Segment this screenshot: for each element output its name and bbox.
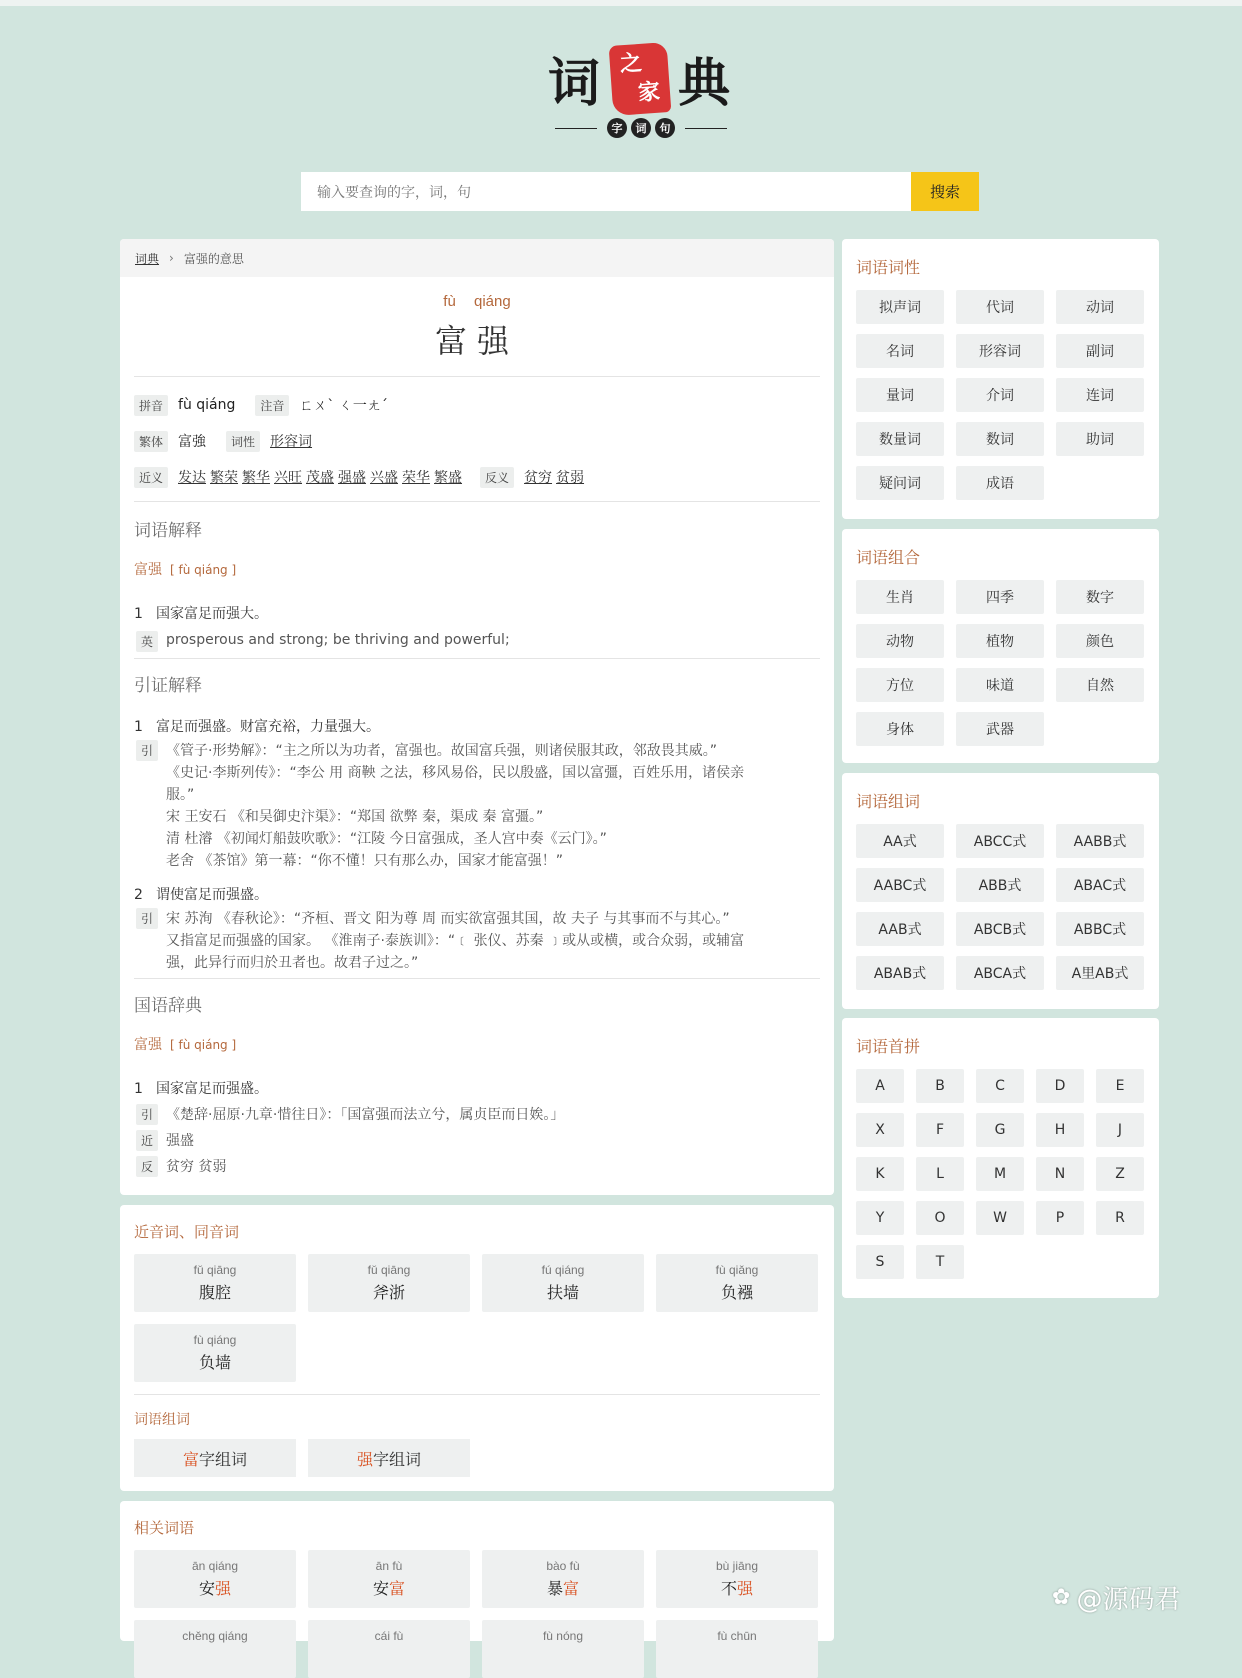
- combo-char: 强: [356, 1449, 373, 1469]
- citation-line: 老舍 《茶馆》第一幕：“你不懂！只有那么办，国家才能富强！”: [166, 853, 563, 869]
- watermark: [1052, 1579, 1180, 1616]
- initial-chip[interactable]: E: [1096, 1069, 1144, 1103]
- guoyu-def: [120, 1054, 834, 1098]
- char-combo-button[interactable]: [308, 1439, 470, 1477]
- homophone-pinyin: fù qiǎng: [715, 1263, 759, 1277]
- guoyu-word-pinyin: [ fù qiáng ]: [170, 1038, 237, 1052]
- def-number: 1: [134, 719, 143, 735]
- initial-chip[interactable]: X: [856, 1113, 904, 1147]
- pattern-chip[interactable]: ABCB式: [956, 912, 1044, 946]
- def-text: 国家富足而强大。: [156, 606, 268, 622]
- related-pinyin: ān qiáng: [191, 1559, 239, 1573]
- def-number: 1: [134, 606, 143, 622]
- related-pinyin: cái fù: [374, 1629, 404, 1643]
- homophone-pinyin: fù qiáng: [193, 1333, 237, 1347]
- explain-word-text: 富强: [134, 562, 162, 578]
- paw-icon: ✿: [1052, 1585, 1071, 1610]
- initial-chip[interactable]: Y: [856, 1201, 904, 1235]
- traditional-value: 富強: [178, 434, 207, 450]
- pattern-chip[interactable]: ABCA式: [956, 956, 1044, 990]
- guoyu-word-text: 富强: [134, 1037, 162, 1053]
- logo-char-left: 词: [548, 53, 601, 114]
- initial-chip[interactable]: T: [916, 1245, 964, 1279]
- sidebar-pattern-grid: [842, 824, 1159, 990]
- pos-chip[interactable]: 形容词: [956, 334, 1044, 368]
- pos-chip[interactable]: 副词: [1056, 334, 1144, 368]
- pattern-chip[interactable]: AAB式: [856, 912, 944, 946]
- related-item[interactable]: [308, 1620, 470, 1678]
- sidebar-pattern-title: 词语组词: [856, 792, 921, 811]
- citation-line: 宋 苏洵 《春秋论》：“齐桓、晋文 阳为尊 周 而实欲富强其国，故 夫子 与其事而不与其心。”: [166, 911, 730, 927]
- guoyu-cite-text: 《楚辞·屈原·九章·惜往日》：「国富强而法立兮，属贞臣而日娭。」: [166, 1107, 565, 1123]
- logo-sub-char: 词: [631, 118, 651, 138]
- antonym-label: 反义: [480, 467, 514, 488]
- homophone-word: 扶墙: [546, 1283, 579, 1302]
- initial-chip[interactable]: N: [1036, 1157, 1084, 1191]
- citation-tag: 引: [136, 1104, 158, 1125]
- combo-chip[interactable]: 植物: [956, 624, 1044, 658]
- logo-sub-char: 字: [607, 118, 627, 138]
- breadcrumb: [120, 239, 834, 277]
- homophone-item[interactable]: [134, 1254, 296, 1312]
- logo-sub-char: 句: [655, 118, 675, 138]
- pos-link[interactable]: 形容词: [270, 434, 313, 450]
- related-pinyin: chěng qiáng: [182, 1629, 248, 1643]
- combo-chip[interactable]: 方位: [856, 668, 944, 702]
- guoyu-near: [120, 1126, 834, 1152]
- near-tag: 近: [136, 1130, 158, 1151]
- combo-chip[interactable]: 颜色: [1056, 624, 1144, 658]
- combo-chip[interactable]: 数字: [1056, 580, 1144, 614]
- pattern-chip[interactable]: ABAB式: [856, 956, 944, 990]
- guoyu-anti-text: 贫穷 贫弱: [166, 1159, 227, 1175]
- pos-chip[interactable]: 代词: [956, 290, 1044, 324]
- chevron-right-icon: ›: [169, 251, 174, 265]
- initial-chip[interactable]: M: [976, 1157, 1024, 1191]
- pattern-chip[interactable]: AA式: [856, 824, 944, 858]
- pos-label: 词性: [226, 431, 260, 452]
- explain-word: [120, 541, 834, 579]
- pos-chip[interactable]: 连词: [1056, 378, 1144, 412]
- pos-chip[interactable]: 动词: [1056, 290, 1144, 324]
- word-pinyin: [120, 277, 834, 310]
- breadcrumb-home-link[interactable]: 词典: [135, 251, 160, 266]
- related-char: 安: [372, 1579, 389, 1598]
- related-item[interactable]: [134, 1620, 296, 1678]
- initial-chip[interactable]: D: [1036, 1069, 1084, 1103]
- pos-chip[interactable]: 名词: [856, 334, 944, 368]
- char-combo-title: 词语组词: [134, 1412, 190, 1428]
- logo-subtitle: [548, 116, 734, 140]
- initial-chip[interactable]: R: [1096, 1201, 1144, 1235]
- initial-chip[interactable]: O: [916, 1201, 964, 1235]
- synonym-link[interactable]: 繁荣: [210, 470, 239, 486]
- related-highlight: 富: [389, 1579, 406, 1598]
- synonym-label: 近义: [134, 467, 168, 488]
- pos-chip[interactable]: 数词: [956, 422, 1044, 456]
- homophone-item[interactable]: [308, 1254, 470, 1312]
- word-pinyin-syllable: fù: [443, 293, 456, 310]
- initial-chip[interactable]: L: [916, 1157, 964, 1191]
- related-grid: [120, 1550, 834, 1678]
- explain-english: [120, 623, 834, 652]
- pinyin-value: fù qiáng: [178, 397, 236, 413]
- explain-word-pinyin: [ fù qiáng ]: [170, 563, 237, 577]
- pinyin-label: 拼音: [134, 395, 168, 416]
- synonym-link[interactable]: 兴旺: [274, 470, 303, 486]
- citation-tag: 引: [136, 740, 158, 761]
- explain-title: 词语解释: [134, 521, 202, 541]
- homophone-word: 负襁: [720, 1283, 753, 1302]
- citation-line: 《管子·形势解》：“主之所以为功者，富强也。故国富兵强，则诸侯服其政，邻敌畏其威。”: [166, 743, 717, 759]
- synonym-link[interactable]: 茂盛: [306, 470, 335, 486]
- guoyu-cite: [120, 1098, 834, 1126]
- synonym-link[interactable]: 荣华: [402, 470, 431, 486]
- citation-line: 《史记·李斯列传》：“李公 用 商鞅 之法，移风易俗，民以殷盛，国以富彊，百姓乐用，诸侯亲: [166, 765, 745, 781]
- synonym-link[interactable]: 强盛: [338, 470, 367, 486]
- related-pinyin: fù chūn: [717, 1629, 757, 1643]
- homophone-word: 负墙: [198, 1353, 231, 1372]
- pattern-chip[interactable]: AABC式: [856, 868, 944, 902]
- related-pinyin: bào fù: [546, 1559, 580, 1573]
- pattern-chip[interactable]: AABB式: [1056, 824, 1144, 858]
- pos-chip[interactable]: 成语: [956, 466, 1044, 500]
- related-highlight: 富: [563, 1579, 580, 1598]
- pattern-chip[interactable]: ABB式: [956, 868, 1044, 902]
- combo-chip[interactable]: 味道: [956, 668, 1044, 702]
- synonym-link[interactable]: 发达: [178, 470, 207, 486]
- related-item[interactable]: [308, 1550, 470, 1608]
- initial-chip[interactable]: K: [856, 1157, 904, 1191]
- guoyu-near-text: 强盛: [166, 1133, 195, 1149]
- citation-def: [120, 872, 834, 904]
- combo-chip[interactable]: 自然: [1056, 668, 1144, 702]
- sidebar-pattern-card: [842, 773, 1159, 1009]
- english-text: prosperous and strong; be thriving and powerful;: [166, 632, 510, 648]
- related-words-card: [120, 1501, 834, 1641]
- combo-chip[interactable]: 四季: [956, 580, 1044, 614]
- related-item[interactable]: [656, 1620, 818, 1678]
- citation-quotes: [120, 904, 834, 974]
- pos-chip[interactable]: 疑问词: [856, 466, 944, 500]
- def-number: 2: [134, 887, 143, 903]
- guoyu-anti: [120, 1152, 834, 1178]
- initial-chip[interactable]: F: [916, 1113, 964, 1147]
- related-char: 安: [198, 1579, 215, 1598]
- sidebar-combo-card: [842, 529, 1159, 763]
- homophones-title: 近音词、同音词: [134, 1223, 240, 1241]
- word-header: [120, 277, 834, 362]
- homophone-word: 腹腔: [198, 1283, 231, 1302]
- antonym-link[interactable]: 贫弱: [556, 470, 585, 486]
- logo-char-right: 典: [678, 53, 731, 114]
- citation-line: 强，此异行而归於丑者也。故君子过之。”: [166, 955, 419, 971]
- initial-chip[interactable]: H: [1036, 1113, 1084, 1147]
- initial-chip[interactable]: C: [976, 1069, 1024, 1103]
- def-text: 国家富足而强盛。: [156, 1081, 268, 1097]
- zhuyin-label: 注音: [255, 395, 289, 416]
- pos-chip[interactable]: 助词: [1056, 422, 1144, 456]
- related-item[interactable]: [482, 1550, 644, 1608]
- sidebar-combo-title: 词语组合: [856, 548, 921, 567]
- citation-line: 又指富足而强盛的国家。 《淮南子·泰族训》：“﹝ 张仪、苏秦 ﹞或从或横，或合众弱，或辅富: [166, 933, 745, 949]
- combo-label: 字组词: [199, 1449, 248, 1469]
- initial-chip[interactable]: J: [1096, 1113, 1144, 1147]
- guoyu-word: [120, 1016, 834, 1054]
- initial-chip[interactable]: Z: [1096, 1157, 1144, 1191]
- pattern-chip[interactable]: ABBC式: [1056, 912, 1144, 946]
- logo-seal-bottom: 家: [637, 78, 661, 107]
- sidebar-initial-title: 词语首拼: [856, 1037, 921, 1056]
- combo-chip[interactable]: 动物: [856, 624, 944, 658]
- combo-chip[interactable]: 身体: [856, 712, 944, 746]
- pattern-chip[interactable]: ABCC式: [956, 824, 1044, 858]
- explain-def: [120, 579, 834, 623]
- citation-quotes: [120, 736, 834, 872]
- logo-seal-top: 之: [619, 49, 643, 78]
- word-pinyin-syllable: qiáng: [473, 293, 511, 310]
- word-hanzi: 富强: [434, 322, 519, 360]
- initial-chip[interactable]: S: [856, 1245, 904, 1279]
- sidebar-pos-card: [842, 239, 1159, 519]
- zhuyin-value: ㄈㄨˋ ㄑ一ㄤˊ: [299, 398, 388, 414]
- related-pinyin: fù nóng: [542, 1629, 584, 1643]
- search-bar: [301, 172, 979, 211]
- homophones-grid: [120, 1254, 834, 1382]
- related-highlight: 强: [215, 1579, 232, 1598]
- search-button[interactable]: 搜索: [911, 172, 979, 211]
- pos-chip[interactable]: 数量词: [856, 422, 944, 456]
- related-item[interactable]: [134, 1550, 296, 1608]
- combo-chip[interactable]: 武器: [956, 712, 1044, 746]
- citation-line: 服。”: [166, 787, 195, 803]
- synonym-link[interactable]: 繁华: [242, 470, 271, 486]
- citation-line: 宋 王安石 《和吴御史汴渠》：“郑国 欲弊 秦，渠成 秦 富彊。”: [166, 809, 544, 825]
- sidebar-initial-card: [842, 1018, 1159, 1298]
- char-combo-grid: [120, 1439, 834, 1477]
- related-char: 暴: [546, 1579, 563, 1598]
- homophone-item[interactable]: [482, 1254, 644, 1312]
- related-pinyin: bù jiāng: [715, 1559, 759, 1573]
- initial-chip[interactable]: W: [976, 1201, 1024, 1235]
- def-text: 富足而强盛。财富充裕，力量强大。: [156, 719, 380, 735]
- sidebar-pos-title: 词语词性: [856, 258, 921, 277]
- word-info: [120, 377, 834, 495]
- logo-seal: [609, 42, 672, 116]
- synonym-link[interactable]: 兴盛: [370, 470, 399, 486]
- pos-chip[interactable]: 量词: [856, 378, 944, 412]
- citation-tag: 引: [136, 908, 158, 929]
- def-number: 1: [134, 1081, 143, 1097]
- related-char: 不: [720, 1579, 737, 1598]
- combo-label: 字组词: [373, 1449, 422, 1469]
- initial-chip[interactable]: P: [1036, 1201, 1084, 1235]
- english-tag: 英: [136, 631, 158, 652]
- combo-char: 富: [182, 1449, 199, 1469]
- sidebar-combo-grid: [842, 580, 1159, 746]
- homophone-pinyin: fǔ qiāng: [367, 1263, 411, 1277]
- antonym-link[interactable]: 贫穷: [524, 470, 553, 486]
- char-combo-button[interactable]: [134, 1439, 296, 1477]
- related-pinyin: ān fù: [375, 1559, 403, 1573]
- citation-title: 引证解释: [134, 676, 202, 696]
- search-input[interactable]: [301, 172, 911, 211]
- related-title: 相关词语: [134, 1519, 195, 1537]
- related-item[interactable]: [656, 1550, 818, 1608]
- word-detail-card: [120, 239, 834, 1195]
- traditional-label: 繁体: [134, 431, 168, 452]
- initial-chip[interactable]: G: [976, 1113, 1024, 1147]
- pos-chip[interactable]: 拟声词: [856, 290, 944, 324]
- homophone-word: 斧浙: [372, 1283, 405, 1302]
- related-highlight: 强: [737, 1579, 754, 1598]
- homophones-card: [120, 1205, 834, 1491]
- pattern-chip[interactable]: ABAC式: [1056, 868, 1144, 902]
- anti-tag: 反: [136, 1156, 158, 1177]
- homophone-item[interactable]: [134, 1324, 296, 1382]
- pattern-chip[interactable]: A里AB式: [1056, 956, 1144, 990]
- sidebar-pos-grid: [842, 290, 1159, 500]
- guoyu-title: 国语辞典: [134, 996, 202, 1016]
- citation-def: [120, 696, 834, 736]
- synonym-link[interactable]: 繁盛: [434, 470, 463, 486]
- breadcrumb-current: 富强的意思: [183, 251, 244, 266]
- initial-chip[interactable]: A: [856, 1069, 904, 1103]
- sidebar-initial-grid: [842, 1069, 1159, 1279]
- citation-line: 清 杜濬 《初闻灯船鼓吹歌》：“江陵 今日富强成，圣人宫中奏《云门》。”: [166, 831, 607, 847]
- pos-chip[interactable]: 介词: [956, 378, 1044, 412]
- homophone-pinyin: fǔ qiāng: [193, 1263, 237, 1277]
- def-text: 谓使富足而强盛。: [156, 887, 268, 903]
- homophone-item[interactable]: [656, 1254, 818, 1312]
- watermark-text: @源码君: [1076, 1585, 1181, 1615]
- combo-chip[interactable]: 生肖: [856, 580, 944, 614]
- related-item[interactable]: [482, 1620, 644, 1678]
- homophone-pinyin: fú qiáng: [541, 1263, 585, 1277]
- site-logo[interactable]: [548, 38, 734, 140]
- initial-chip[interactable]: B: [916, 1069, 964, 1103]
